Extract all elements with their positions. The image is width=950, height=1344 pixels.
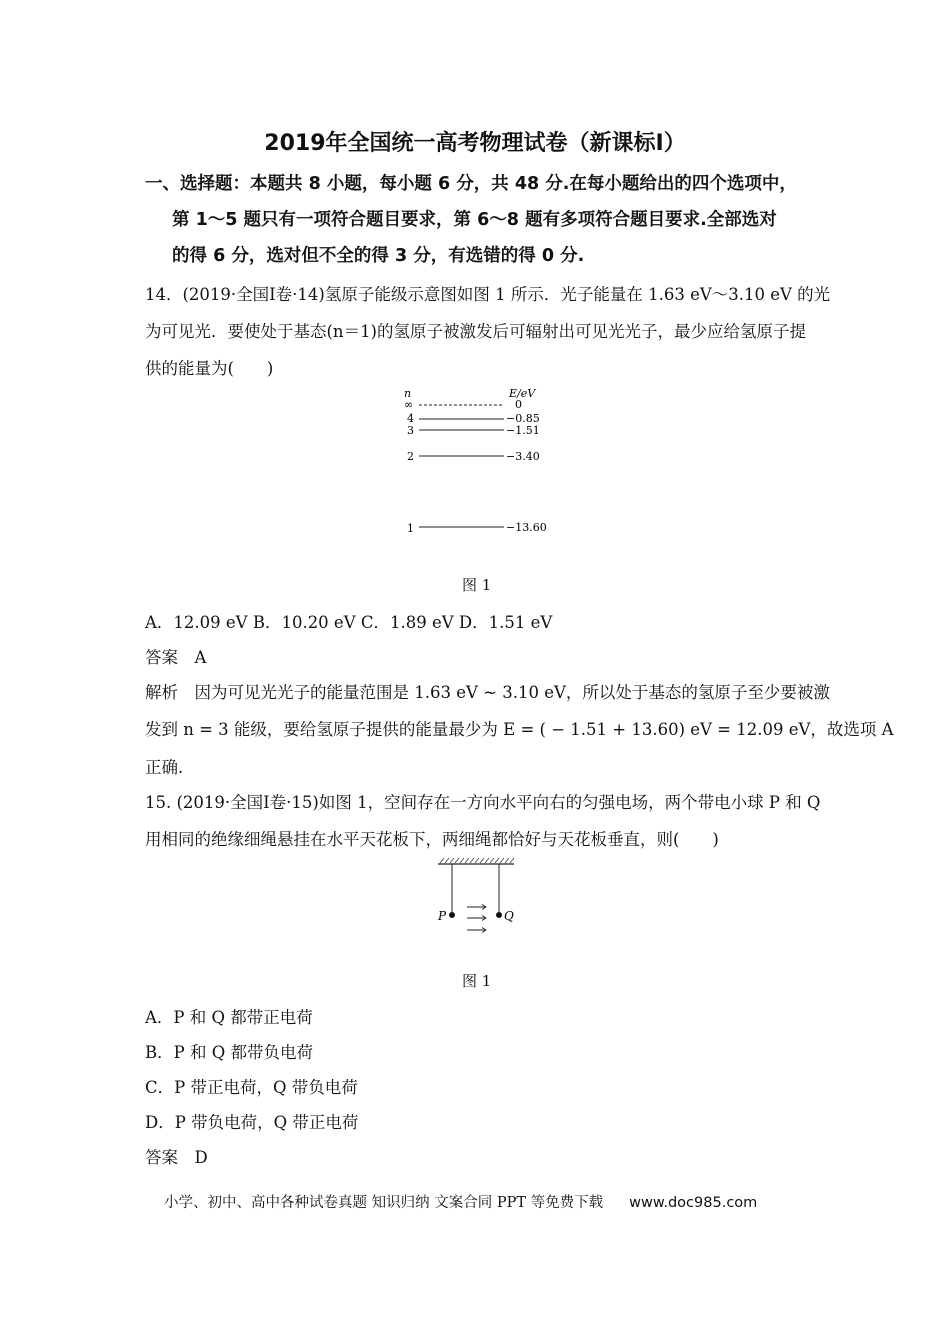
level-energy-2: −3.40 — [506, 450, 540, 463]
level-label-1: 1 — [407, 522, 414, 535]
page-title: 2019年全国统一高考物理试卷（新课标Ⅰ） — [264, 131, 686, 156]
level-label-4: 4 — [407, 412, 414, 425]
q15-option-b: B．P 和 Q 都带负电荷 — [145, 1043, 313, 1062]
q15-stem-line-1: 15. (2019·全国Ⅰ卷·15)如图 1，空间存在一方向水平向右的匀强电场，两个带电小球 P 和 Q — [145, 793, 821, 812]
field-arrows — [467, 905, 486, 933]
ball-q — [496, 912, 502, 918]
ceiling-hatching — [440, 858, 514, 863]
q14-stem-line-3: 供的能量为( ) — [145, 359, 274, 378]
charged-balls-diagram — [430, 856, 530, 938]
level-energy-inf: 0 — [515, 398, 522, 411]
page-footer — [164, 1191, 757, 1212]
level-energy-4: −0.85 — [506, 412, 540, 425]
level-label-3: 3 — [407, 424, 414, 437]
label-p: P — [438, 909, 447, 923]
level-energy-1: −13.60 — [506, 521, 547, 534]
section-heading-line-2: 第 1～5 题只有一项符合题目要求，第 6～8 题有多项符合题目要求.全部选对 — [172, 210, 777, 230]
q14-stem-line-1: 14．(2019·全国Ⅰ卷·14)氢原子能级示意图如图 1 所示．光子能量在 1.63 eV～3.10 eV 的光 — [145, 285, 831, 304]
diagram-header-e: E/eV — [509, 387, 536, 400]
q14-answer: 答案 A — [145, 648, 207, 667]
energy-level-diagram — [395, 386, 565, 538]
q15-stem-line-2: 用相同的绝缘细绳悬挂在水平天花板下，两细绳都恰好与天花板垂直，则( ) — [145, 830, 719, 849]
figure-caption-q14: 图 1 — [462, 576, 492, 594]
q14-analysis-line-2: 发到 n = 3 能级，要给氢原子提供的能量最少为 E = ( − 1.51 + 13.60) eV = 12.09 eV，故选项 A — [145, 720, 894, 739]
footer-text: 小学、初中、高中各种试卷真题 知识归纳 文案合同 PPT 等免费下载 — [164, 1195, 604, 1211]
q15-answer: 答案 D — [145, 1148, 208, 1167]
q14-stem-line-2: 为可见光．要使处于基态(n＝1)的氢原子被激发后可辐射出可见光光子，最少应给氢原子提 — [145, 322, 806, 341]
label-q: Q — [504, 909, 514, 923]
q14-options: A．12.09 eV B．10.20 eV C．1.89 eV D．1.51 eV — [145, 613, 553, 632]
level-label-2: 2 — [407, 450, 414, 463]
level-energy-3: −1.51 — [506, 424, 540, 437]
figure-caption-q15: 图 1 — [462, 972, 492, 990]
section-heading-line-3: 的得 6 分，选对但不全的得 3 分，有选错的得 0 分. — [172, 246, 585, 266]
footer-url[interactable]: www.doc985.com — [629, 1195, 758, 1211]
level-label-inf: ∞ — [404, 398, 414, 411]
q15-option-d: D．P 带负电荷，Q 带正电荷 — [145, 1113, 359, 1132]
q14-analysis-line-3: 正确. — [145, 758, 184, 777]
q15-option-a: A．P 和 Q 都带正电荷 — [145, 1008, 313, 1027]
section-heading-line-1: 一、选择题：本题共 8 小题，每小题 6 分，共 48 分.在每小题给出的四个选项中， — [145, 174, 797, 194]
q14-analysis-line-1: 解析 因为可见光光子的能量范围是 1.63 eV ~ 3.10 eV，所以处于基态的氢原子至少要被激 — [145, 683, 830, 702]
diagram-header-n: n — [404, 387, 412, 400]
q15-option-c: C．P 带正电荷，Q 带负电荷 — [145, 1078, 358, 1097]
ball-p — [449, 912, 455, 918]
